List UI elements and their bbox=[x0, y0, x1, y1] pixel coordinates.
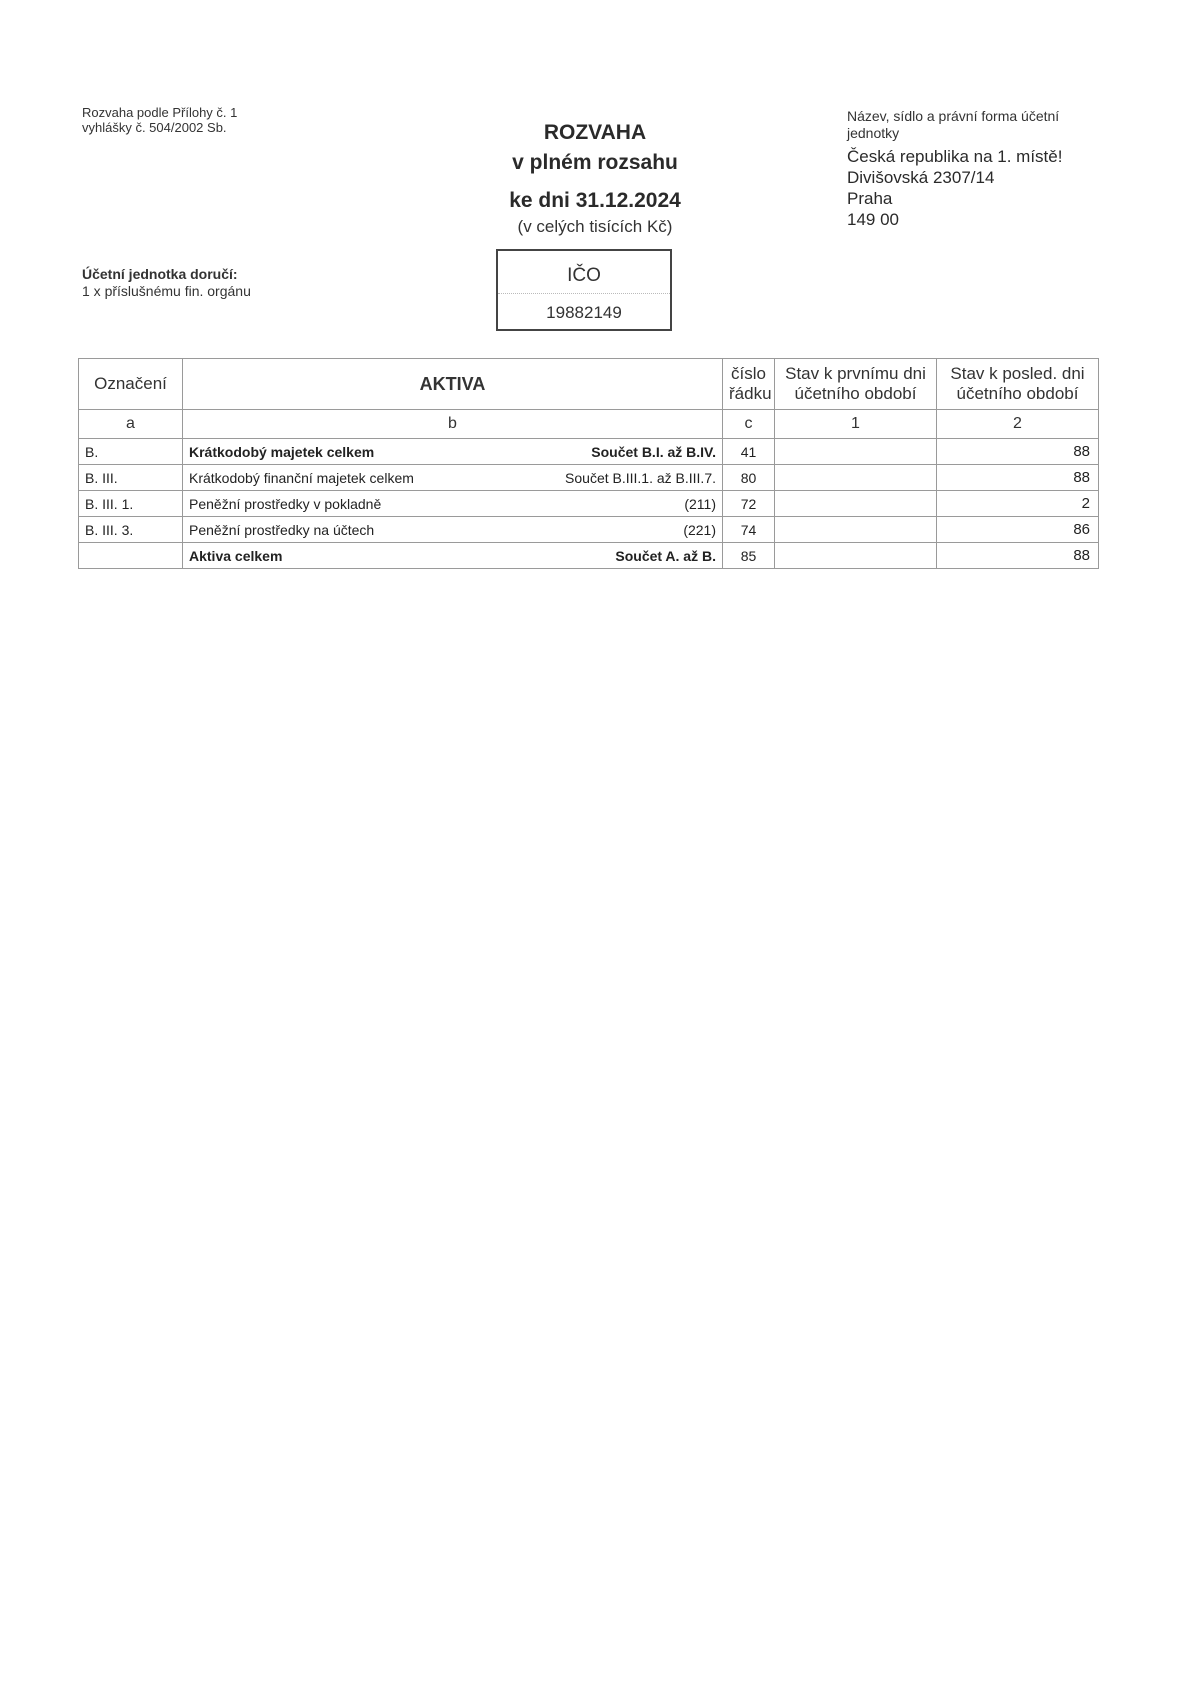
row-note: (211) bbox=[684, 495, 716, 512]
header-first-day-line2: účetního období bbox=[794, 384, 917, 403]
law-reference-line2: vyhlášky č. 504/2002 Sb. bbox=[82, 120, 227, 135]
header-last-day bbox=[937, 359, 1099, 410]
column-letter: 1 bbox=[775, 410, 937, 439]
row-line-number: 41 bbox=[723, 439, 775, 465]
header-row-number bbox=[723, 359, 775, 410]
row-code: B. III. bbox=[79, 465, 183, 491]
row-desc-text: Krátkodobý finanční majetek celkem bbox=[189, 469, 414, 486]
row-description bbox=[183, 491, 723, 517]
law-reference-line1: Rozvaha podle Přílohy č. 1 bbox=[82, 105, 238, 120]
column-letter: a bbox=[79, 410, 183, 439]
column-letter: 2 bbox=[937, 410, 1099, 439]
table-row bbox=[79, 465, 1099, 491]
header-last-day-line1: Stav k posled. dni bbox=[950, 364, 1085, 383]
balance-sheet-table bbox=[78, 358, 1099, 569]
row-description bbox=[183, 543, 723, 569]
column-letter: c bbox=[723, 410, 775, 439]
row-desc-text: Peněžní prostředky v pokladně bbox=[189, 495, 382, 512]
header-first-day-line1: Stav k prvnímu dni bbox=[785, 364, 926, 383]
row-value-first bbox=[775, 517, 937, 543]
delivery-text: 1 x příslušnému fin. orgánu bbox=[82, 283, 251, 299]
units-note: (v celých tisících Kč) bbox=[517, 217, 673, 236]
ico-label: IČO bbox=[567, 265, 601, 286]
row-code: B. III. 3. bbox=[79, 517, 183, 543]
header-last-day-line2: účetního období bbox=[956, 384, 1079, 403]
row-desc-text: Krátkodobý majetek celkem bbox=[189, 443, 375, 460]
column-letters-row bbox=[79, 410, 1099, 439]
row-description bbox=[183, 465, 723, 491]
row-value-last: 88 bbox=[937, 439, 1099, 465]
law-reference bbox=[82, 105, 237, 135]
header-first-day bbox=[775, 359, 937, 410]
entity-name: Česká republika na 1. místě! bbox=[847, 147, 1063, 166]
header-designation: Označení bbox=[79, 359, 183, 410]
row-value-last: 2 bbox=[937, 491, 1099, 517]
table-row bbox=[79, 491, 1099, 517]
row-value-first bbox=[775, 465, 937, 491]
column-letter: b bbox=[183, 410, 723, 439]
row-note: Součet B.III.1. až B.III.7. bbox=[565, 469, 716, 486]
row-value-first bbox=[775, 439, 937, 465]
row-note: (221) bbox=[683, 521, 716, 538]
row-value-last: 86 bbox=[937, 517, 1099, 543]
ico-value: 19882149 bbox=[546, 303, 622, 322]
row-line-number: 72 bbox=[723, 491, 775, 517]
document-title: ROZVAHA bbox=[543, 121, 647, 144]
row-description bbox=[183, 439, 723, 465]
row-desc-text: Peněžní prostředky na účtech bbox=[189, 521, 375, 538]
title-block bbox=[470, 120, 720, 238]
header-row-number-line1: číslo bbox=[731, 364, 766, 383]
row-line-number: 85 bbox=[723, 543, 775, 569]
row-note: Součet A. až B. bbox=[615, 547, 716, 564]
row-value-first bbox=[775, 491, 937, 517]
entity-label-line1: Název, sídlo a právní forma účetní bbox=[847, 108, 1060, 124]
row-line-number: 74 bbox=[723, 517, 775, 543]
row-value-first bbox=[775, 543, 937, 569]
table-header-row bbox=[79, 359, 1099, 410]
row-code: B. III. 1. bbox=[79, 491, 183, 517]
entity-block bbox=[847, 108, 1127, 230]
row-code: B. bbox=[79, 439, 183, 465]
row-value-last: 88 bbox=[937, 543, 1099, 569]
row-desc-text: Aktiva celkem bbox=[189, 547, 283, 564]
row-description bbox=[183, 517, 723, 543]
row-code bbox=[79, 543, 183, 569]
table-row bbox=[79, 543, 1099, 569]
entity-street: Divišovská 2307/14 bbox=[847, 168, 995, 187]
table-row bbox=[79, 517, 1099, 543]
table-row bbox=[79, 439, 1099, 465]
row-note: Součet B.I. až B.IV. bbox=[591, 443, 716, 460]
delivery-label: Účetní jednotka doručí: bbox=[82, 266, 238, 282]
delivery-note bbox=[82, 266, 251, 300]
entity-city: Praha bbox=[847, 189, 893, 208]
row-line-number: 80 bbox=[723, 465, 775, 491]
row-value-last: 88 bbox=[937, 465, 1099, 491]
ico-box bbox=[496, 249, 672, 331]
document-subtitle: v plném rozsahu bbox=[512, 151, 678, 174]
entity-zip: 149 00 bbox=[847, 210, 899, 229]
header-aktiva: AKTIVA bbox=[183, 359, 723, 410]
entity-label-line2: jednotky bbox=[847, 125, 900, 141]
header-row-number-line2: řádku bbox=[729, 384, 772, 403]
report-date: ke dni 31.12.2024 bbox=[509, 189, 681, 212]
